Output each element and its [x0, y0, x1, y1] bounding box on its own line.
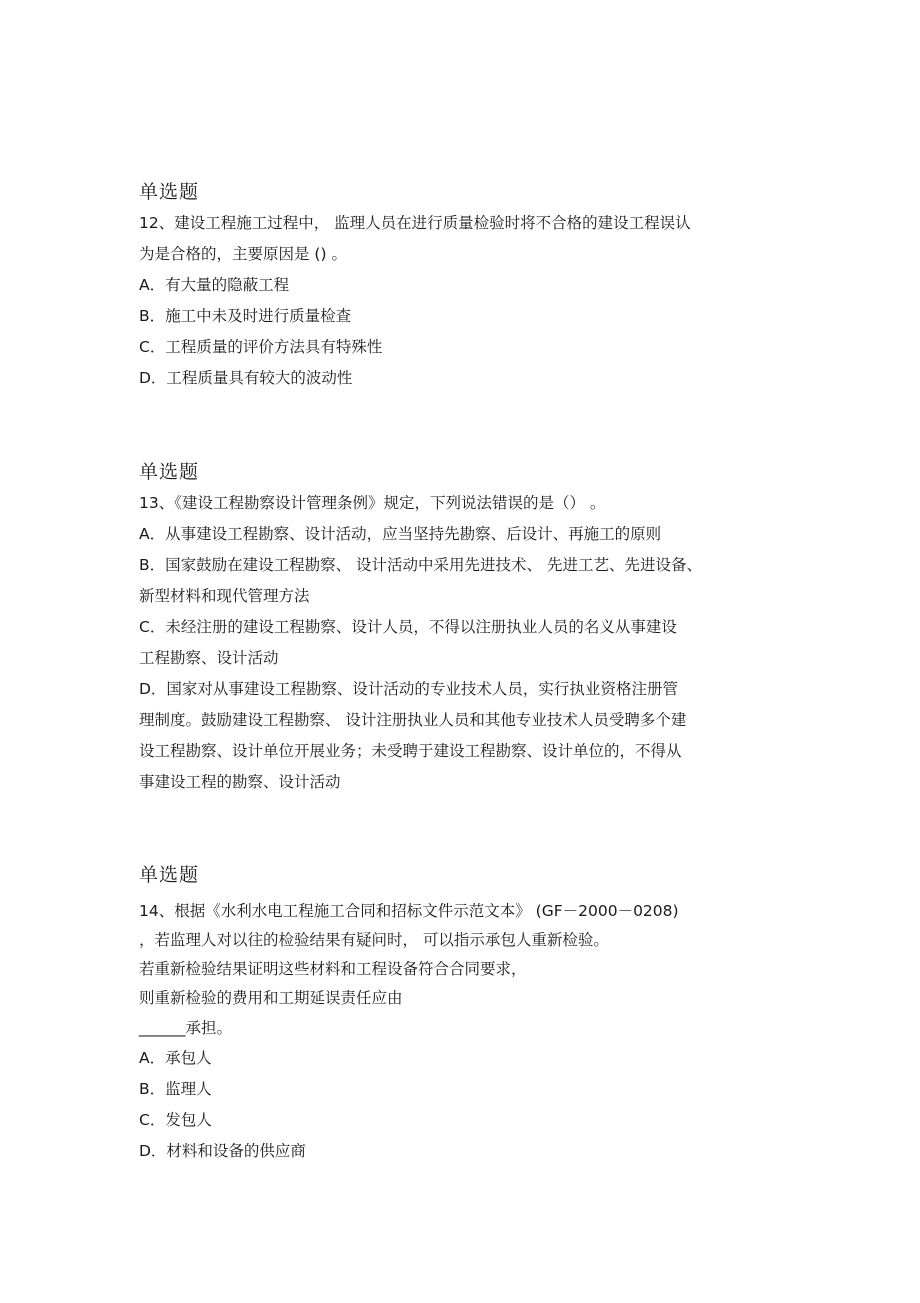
- question-stem: 12、建设工程施工过程中， 监理人员在进行质量检验时将不合格的建设工程误认: [139, 214, 691, 232]
- option-d: D．国家对从事建设工程勘察、设计活动的专业技术人员，实行执业资格注册管: [139, 680, 678, 698]
- question-stem: 则重新检验的费用和工期延误责任应由: [139, 989, 403, 1007]
- option-a: A．承包人: [139, 1049, 212, 1067]
- question-stem: ，若监理人对以往的检验结果有疑问时， 可以指示承包人重新检验。: [139, 931, 609, 949]
- option-d-continued: 理制度。鼓励建设工程勘察、 设计注册执业人员和其他专业技术人员受聘多个建: [139, 711, 687, 729]
- option-d: D．工程质量具有较大的波动性: [139, 369, 353, 387]
- question-stem: 14、根据《水利水电工程施工合同和招标文件示范文本》 (GF－2000－0208): [139, 902, 679, 920]
- option-c: C．发包人: [139, 1111, 212, 1129]
- option-c-continued: 工程勘察、设计活动: [139, 649, 279, 667]
- option-d-continued: 事建设工程的勘察、设计活动: [139, 773, 341, 791]
- question-type-heading: 单选题: [139, 864, 200, 886]
- option-d: D．材料和设备的供应商: [139, 1142, 306, 1160]
- option-b-continued: 新型材料和现代管理方法: [139, 587, 310, 605]
- option-b: B．施工中未及时进行质量检查: [139, 307, 352, 325]
- question-stem: 13、《建设工程勘察设计管理条例》规定，下列说法错误的是（） 。: [139, 494, 606, 512]
- question-type-heading: 单选题: [139, 181, 200, 203]
- option-a: A．从事建设工程勘察、设计活动，应当坚持先勘察、后设计、再施工的原则: [139, 525, 662, 543]
- question-type-heading: 单选题: [139, 461, 200, 483]
- question-stem-blank: ______承担。: [139, 1019, 233, 1037]
- question-14: [139, 863, 779, 1160]
- question-stem: 为是合格的，主要原因是 () 。: [139, 245, 347, 263]
- option-b: B．监理人: [139, 1080, 212, 1098]
- option-b: B．国家鼓励在建设工程勘察、 设计活动中采用先进技术、 先进工艺、先进设备、: [139, 556, 702, 574]
- option-c: C．工程质量的评价方法具有特殊性: [139, 338, 383, 356]
- option-c: C．未经注册的建设工程勘察、设计人员，不得以注册执业人员的名义从事建设: [139, 618, 677, 636]
- question-stem: 若重新检验结果证明这些材料和工程设备符合合同要求，: [139, 960, 527, 978]
- option-d-continued: 设工程勘察、设计单位开展业务；未受聘于建设工程勘察、设计单位的，不得从: [139, 742, 682, 760]
- option-a: A．有大量的隐蔽工程: [139, 276, 290, 294]
- question-12: [139, 180, 779, 387]
- question-13: [139, 460, 779, 791]
